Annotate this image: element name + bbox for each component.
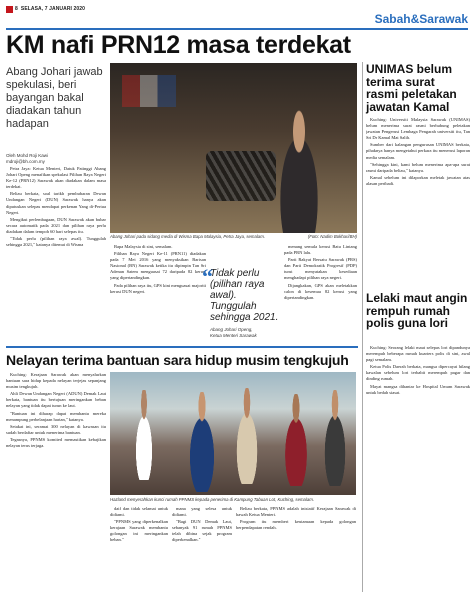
paragraph: menang semula kerusi Batu Lintang pada PRN lalu. [284, 244, 357, 256]
paragraph: Tegasnya, PPNMS komited memastikan kebajikan nelayan terus terjaga. [6, 436, 106, 449]
paragraph: mana yang selesa untuk didiami. [172, 506, 232, 518]
main-photo-credit: (Foto: Nadim Bokhari/BH) [307, 234, 357, 239]
sidebar-story-1-body [366, 117, 470, 289]
sidebar-story-2-body [366, 345, 470, 592]
section-title: Sabah&Sarawak [374, 12, 468, 26]
story-divider [6, 346, 358, 348]
paragraph: Mengikut perlembagaan, DUN Sarawak akan bubar secara automatik pada 2021 dan pilihan raya perlu diadakan dalam tempoh 60 hari selepas itu. [6, 216, 106, 234]
paragraph: Kamal sebelum ini dilaporkan meletak jawatan atas alasan peribadi. [366, 174, 470, 186]
microphones [206, 151, 276, 201]
second-photo-caption: Hazland menyerahkan kunci rumah PPNMS kepada penerima di Kampung Tabuan Lot, Kuching, semalam. [110, 497, 315, 502]
sidebar-story-2-title: Lelaki maut angin rempuh rumah polis guna lori [366, 291, 468, 330]
main-photo-caption: Abang Johari pada sidang media di Wisma Bapa Malaysia, Petra Jaya, semalam. [110, 234, 265, 239]
paragraph: "Sehingga kini, kami belum menerima apa-apa surat rasmi daripada beliau," katanya. [366, 161, 470, 173]
pull-quote-attribution: Abang Johari Openg, Ketua Menteri Sarawak [210, 327, 257, 338]
main-column-3 [284, 244, 357, 342]
pull-quote [202, 264, 280, 339]
quote-mark-icon: “ [202, 264, 213, 289]
paragraph: Dijangkakan, GPS akan meletakkan calon di kesemua 82 kerusi yang dipertandingkan. [284, 282, 357, 300]
person-figure [278, 394, 314, 486]
main-photo [110, 63, 357, 233]
speaker-figure [270, 103, 328, 233]
paragraph: Ahli Dewan Undangan Negeri (ADUN) Demak Laut berkata, bantuan itu bertujuan meringankan beban nelayan yang tidak dapat turun ke laut. [6, 391, 106, 409]
flag-backdrop [122, 75, 176, 107]
person-figure [182, 392, 222, 492]
paragraph: Kuching: Kerajaan Sarawak akan menyalurkan bantuan sara hidup kepada nelayan terjejas sepanjang musim tengkujuh. [6, 372, 106, 390]
person-figure [318, 390, 352, 486]
second-column-3 [172, 506, 232, 592]
second-photo [110, 372, 356, 495]
main-photo-caption-row [110, 234, 357, 239]
paragraph: Beliau berkata, soal tarikh pembubaran Dewan Undangan Negeri (DUN) Sarawak hanya akan diputuskan selepas mendapat perkenan Yang di-Pertua Negeri. [6, 191, 106, 215]
paragraph: Ketua Polis Daerah berkata, mangsa dipercayai hilang kawalan sebelum lori terbabit merempuh pagar dan dinding rumah. [366, 364, 470, 382]
person-figure [130, 390, 158, 480]
paragraph: Mayat mangsa dihantar ke Hospital Umum Sarawak untuk bedah siasat. [366, 383, 470, 395]
bh-logo-icon [6, 6, 13, 13]
main-headline: KM nafi PRN12 masa terdekat [6, 31, 351, 59]
sidebar-story-1-title: UNIMAS belum terima surat rasmi peletakan jawatan Kamal [366, 62, 457, 114]
pull-quote-text: Tidak perlu (pilihan raya awal). Tunggulah sehingga 2021. [210, 268, 279, 323]
main-column-2 [110, 244, 206, 342]
second-column-2 [110, 506, 168, 592]
main-byline: Oleh Mohd Roji Kawi mdroji@bh.com.my [6, 153, 49, 164]
person-figure [230, 388, 264, 484]
second-headline: Nelayan terima bantuan sara hidup musim tengkujuh [6, 352, 349, 368]
paragraph: Petra Jaya: Ketua Menteri, Datuk Patinggi Abang Johari Openg menafikan spekulasi Pilihan Raya Negeri Ke-12 (PRN12) Sarawak akan diadakan dalam masa terdekat. [6, 166, 106, 190]
issue-date: SELASA, 7 JANUARI 2020 [20, 6, 86, 12]
paragraph: Kuching: Seorang lelaki maut selepas lori dipandunya merempuh beberapa rumah kuarters polis di sini, awal pagi semalam. [366, 345, 470, 363]
second-column-4 [236, 506, 356, 592]
paragraph: "Tidak perlu (pilihan raya awal). Tunggulah sehingga 2021," katanya ditemui di Wisma [6, 236, 106, 248]
paragraph: Setakat ini, seramai 300 nelayan di kawasan itu sudah berdaftar untuk menerima bantuan. [6, 423, 106, 435]
sidebar-divider [362, 62, 363, 592]
page-number: 8 [15, 6, 18, 12]
paragraph: Pilihan Raya Negeri Ke-11 (PRN11) diadakan pada 7 Mei 2016 yang menyaksikan Barisan Nasional (BN) Sarawak ketika itu dipimpin Tan Sri Adenan Satem menguasai 72 daripada 82 kerusi yang dipertandingkan. [110, 251, 206, 281]
paragraph: Kuching: Universiti Malaysia Sarawak (UNIMAS) belum menerima surat rasmi berhubung peletakan jawatan Pengerusi Lembaga Pengarah universiti itu, Tan Sri Dr Kamal Mat Salih. [366, 117, 470, 141]
main-subheadline: Abang Johari jawab spekulasi, beri bayangan bakal diadakan tahun hadapan [6, 66, 103, 130]
paragraph: "PPNMS yang diperkenalkan kerajaan Sarawak membantu golongan ini meringankan beban." [110, 519, 168, 543]
paragraph: "Bagi DUN Demak Laut, sebanyak 91 rumah PPNMS telah dibina sejak program diperkenalkan." [172, 519, 232, 543]
paragraph: Pada pilihan raya itu, GPS kini menguasai majoriti kerusi DUN negeri. [110, 282, 206, 294]
paragraph: Program itu memberi keutamaan kepada golongan berpendapatan rendah. [236, 519, 356, 531]
second-column-1 [6, 372, 106, 592]
main-column-1 [6, 166, 106, 342]
paragraph: daif dan tidak selamat untuk didiami. [110, 506, 168, 518]
paragraph: Sumber dari kalangan pengurusan UNIMAS berkata, pihaknya hanya mengetahui perkara itu menerusi laporan media semalam. [366, 142, 470, 160]
header-rule [6, 28, 468, 30]
paragraph: Bapa Malaysia di sini, semalam. [114, 244, 173, 249]
paragraph: Beliau berkata, PPNMS adalah inisiatif Kerajaan Sarawak di bawah Ketua Menteri. [236, 506, 356, 518]
paragraph: "Bantuan ini diharap dapat membantu mereka menampung perbelanjaan harian," katanya. [6, 410, 106, 422]
paragraph: Parti Rakyat Bersatu Sarawak (PRS) dan Parti Demokratik Progresif (PDP) turut menyatakan kesediaan menghadapi pilihan raya negeri. [284, 257, 357, 281]
